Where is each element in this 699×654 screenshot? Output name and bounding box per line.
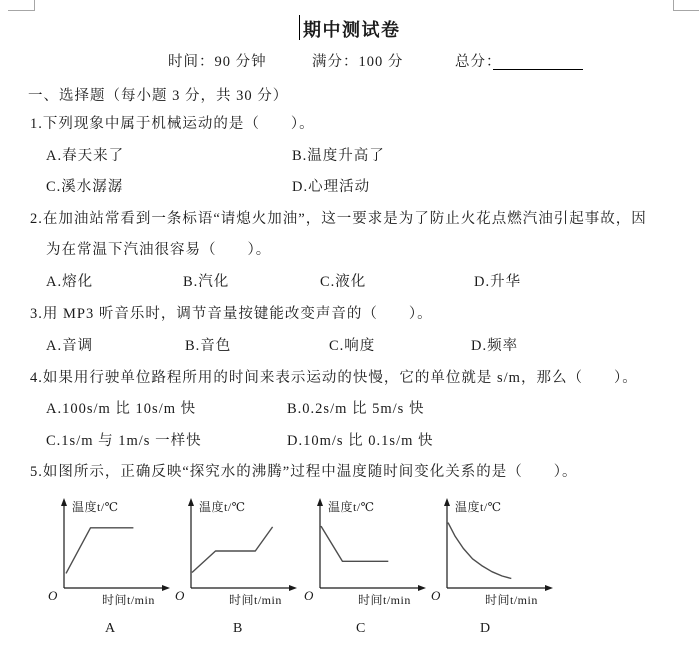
temperature-curve — [66, 528, 133, 574]
temperature-curve — [192, 527, 273, 573]
page-margin-mark-left — [8, 0, 35, 11]
y-axis-arrow-icon — [444, 498, 450, 506]
origin-label: O — [304, 588, 314, 603]
temp-axis-label: 温度t/℃ — [72, 500, 119, 514]
temp-axis-label: 温度t/℃ — [328, 500, 375, 514]
time-axis-label: 时间t/min — [229, 593, 282, 607]
question-3-text[interactable]: 3.用 MP3 听音乐时，调节音量按键能改变声音的（ ）。 — [30, 306, 433, 322]
question-1-text[interactable]: 1.下列现象中属于机械运动的是（ ）。 — [30, 116, 315, 132]
question-4-option-b[interactable]: B.0.2s/m 比 5m/s 快 — [287, 401, 425, 417]
question-3-option-d[interactable]: D.频率 — [471, 338, 519, 354]
question-3-option-b[interactable]: B.音色 — [185, 338, 232, 354]
question-4-option-a[interactable]: A.100s/m 比 10s/m 快 — [46, 401, 197, 417]
time-axis-label: 时间t/min — [102, 593, 155, 607]
question-1-option-d[interactable]: D.心理活动 — [292, 179, 371, 195]
chart-letter-b: B — [233, 621, 243, 636]
question-2-option-b[interactable]: B.汽化 — [183, 274, 230, 290]
chart-option-c[interactable] — [296, 494, 436, 616]
temp-axis-label: 温度t/℃ — [199, 500, 246, 514]
time-axis-label: 时间t/min — [485, 593, 538, 607]
question-4-text[interactable]: 4.如果用行驶单位路程所用的时间来表示运动的快慢，它的单位就是 s/m，那么（ ）。 — [30, 370, 638, 386]
question-4-option-c[interactable]: C.1s/m 与 1m/s 一样快 — [46, 433, 202, 449]
temperature-curve — [321, 526, 388, 561]
origin-label: O — [175, 588, 185, 603]
question-2-text-line1[interactable]: 2.在加油站常看到一条标语“请熄火加油”，这一要求是为了防止火花点燃汽油引起事故，因 — [30, 211, 647, 227]
chart-option-d[interactable] — [423, 494, 563, 616]
time-axis-label: 时间t/min — [358, 593, 411, 607]
origin-label: O — [431, 588, 441, 603]
y-axis-arrow-icon — [61, 498, 67, 506]
info-full-marks[interactable]: 满分：100 分 — [312, 54, 404, 70]
total-score-blank[interactable] — [493, 53, 583, 70]
temperature-curve — [448, 523, 511, 579]
chart-option-a[interactable] — [40, 494, 180, 616]
y-axis-arrow-icon — [188, 498, 194, 506]
chart-letter-d: D — [480, 621, 491, 636]
chart-option-b[interactable] — [167, 494, 307, 616]
question-2-option-d[interactable]: D.升华 — [474, 274, 522, 290]
info-total-label[interactable]: 总分： — [455, 54, 502, 70]
origin-label: O — [48, 588, 58, 603]
y-axis-arrow-icon — [317, 498, 323, 506]
question-5-text[interactable]: 5.如图所示，正确反映“探究水的沸腾”过程中温度随时间变化关系的是（ ）。 — [30, 464, 578, 480]
text-cursor — [299, 15, 300, 40]
page-title[interactable]: 期中测试卷 — [303, 20, 401, 40]
question-3-option-a[interactable]: A.音调 — [46, 338, 94, 354]
chart-letter-c: C — [356, 621, 366, 636]
question-2-option-c[interactable]: C.液化 — [320, 274, 367, 290]
info-time[interactable]: 时间：90 分钟 — [168, 54, 267, 70]
section-heading[interactable]: 一、选择题（每小题 3 分，共 30 分） — [28, 88, 289, 104]
question-3-option-c[interactable]: C.响度 — [329, 338, 376, 354]
question-2-text-line2[interactable]: 为在常温下汽油很容易（ ）。 — [46, 242, 272, 258]
question-1-option-c[interactable]: C.溪水潺潺 — [46, 179, 124, 195]
temp-axis-label: 温度t/℃ — [455, 500, 502, 514]
question-2-option-a[interactable]: A.熔化 — [46, 274, 94, 290]
question-4-option-d[interactable]: D.10m/s 比 0.1s/m 快 — [287, 433, 434, 449]
x-axis-arrow-icon — [545, 585, 553, 591]
chart-letter-a: A — [105, 621, 116, 636]
page-margin-mark-right — [673, 0, 699, 11]
question-1-option-a[interactable]: A.春天来了 — [46, 148, 125, 164]
question-1-option-b[interactable]: B.温度升高了 — [292, 148, 385, 164]
